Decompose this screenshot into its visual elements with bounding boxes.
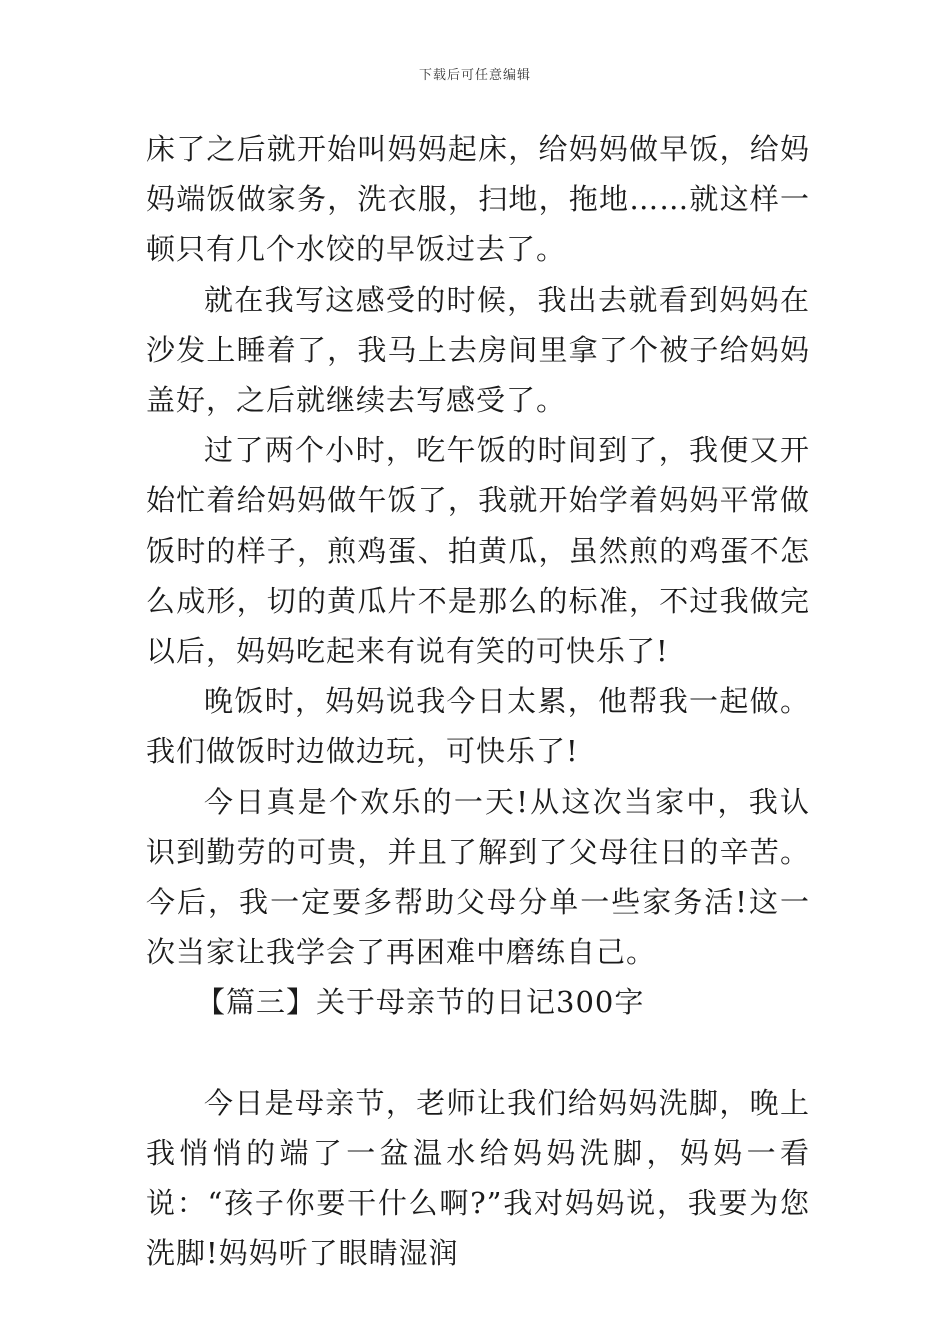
page-header: 下载后可任意编辑: [418, 68, 531, 83]
document-body: [146, 124, 810, 1278]
paragraph: 就在我写这感受的时候，我出去就看到妈妈在沙发上睡着了，我马上去房间里拿了个被子给妈妈盖好，之后就继续去写感受了。: [146, 282, 810, 418]
section-heading: 【篇三】关于母亲节的日记300字: [196, 985, 645, 1020]
paragraph: 过了两个小时，吃午饭的时间到了，我便又开始忙着给妈妈做午饭了，我就开始学着妈妈平常做饭时的样子，煎鸡蛋、拍黄瓜，虽然煎的鸡蛋不怎么成形，切的黄瓜片不是那么的标准，不过我做完以后，妈妈吃起来有说有笑的可快乐了!: [146, 433, 810, 669]
paragraph: 今日是母亲节，老师让我们给妈妈洗脚，晚上我悄悄的端了一盆温水给妈妈洗脚，妈妈一看说：“孩子你要干什么啊?”我对妈妈说，我要为您洗脚!妈妈听了眼睛湿润: [146, 1085, 810, 1271]
paragraph-continuation: 床了之后就开始叫妈妈起床，给妈妈做早饭，给妈妈端饭做家务，洗衣服，扫地，拖地……就这样一顿只有几个水饺的早饭过去了。: [146, 132, 810, 267]
section-spacer: [146, 1028, 810, 1078]
paragraph: 晚饭时，妈妈说我今日太累，他帮我一起做。我们做饭时边做边玩，可快乐了!: [146, 684, 810, 769]
paragraph: 今日真是个欢乐的一天!从这次当家中，我认识到勤劳的可贵，并且了解到了父母往日的辛苦。今后，我一定要多帮助父母分单一些家务活!这一次当家让我学会了再困难中磨练自己。: [146, 784, 810, 970]
